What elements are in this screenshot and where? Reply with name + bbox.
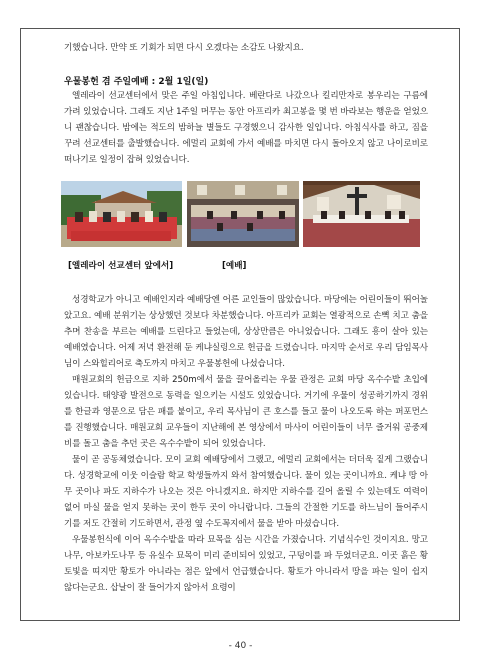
photo-worship-congregation <box>187 181 299 247</box>
photo-church-interior <box>303 181 420 247</box>
intro-line: 기했습니다. 만약 또 기회가 되면 다시 오겠다는 소감도 나왔지요. <box>64 43 304 53</box>
photo-group-mission-center <box>61 181 182 247</box>
section-heading: 우물봉헌 겸 주일예배 : 2월 1일(일) <box>64 77 209 87</box>
body-paragraph: 우물봉헌식에 이어 옥수수밭을 따라 묘목을 심는 시간을 가졌습니다. 기념식수인 것이지요. 망고나무, 아보카도나무 등 유실수 묘목이 미리 준비되어 있었고, 구덩이를 파 두었더군요. 이곳 흙은 황토빛을 띠지만 황토가 아니라는 점은 앞에서 언급했습니다. 황토가 아니라서 땅을 파는 일이 쉽지 않다는군요. 삽날이 잘 들어가지 않아서 요령이 <box>64 535 428 593</box>
body-text <box>64 292 428 596</box>
section-text <box>64 88 428 168</box>
intro-text <box>64 40 428 56</box>
section-paragraph: 엘레라이 선교센터에서 맞은 주일 아침입니다. 베란다로 나갔으나 킬리만자로 봉우리는 구름에 가려 있었습니다. 그래도 지난 1주일 머무는 동안 아프리카 최고봉을 몇 번 바라보는 행운을 얻었으니 괜찮습니다. 밤에는 적도의 밤하늘 별들도 구경했으니 감사한 일입니다. 아침식사를 하고, 짐을 꾸려 선교센터를 출발했습니다. 에멀리 교회에 가서 예배를 마치면 다시 돌아오지 않고 나이로비로 떠나기로 일정이 잡혀 있었습니다. <box>64 91 428 165</box>
body-paragraph: 매원교회의 헌금으로 지하 250m에서 물을 끌어올리는 우물 관정은 교회 마당 옥수수밭 초입에 있습니다. 태양광 발전으로 동력을 일으키는 시설도 있었습니다. 거기에 우물이 성공하기까지 경위를 한글과 영문으로 담은 패를 붙이고, 우리 목사님이 큰 호스를 들고 물이 나오도록 하는 퍼포먼스를 진행했습니다. 매원교회 교우들이 지난해에 본 영상에서 마사이 어린이들이 너무 즐거워 공중제비를 돌고 춤을 추던 곳은 옥수수밭이 되어 있었습니다. <box>64 375 428 449</box>
body-paragraph: 물이 곧 공동체였습니다. 모이 교회 예배당에서 그랬고, 에멀리 교회에서는 더더욱 짙게 그랬습니다. 성경학교에 이웃 이슬람 학교 학생들까지 와서 참여했습니다. 물이 있는 곳이니까요. 케냐 땅 아무 곳이나 파도 지하수가 나오는 것은 아니겠지요. 하지만 지하수를 길어 올릴 수 있는데도 여력이 없어 마실 물을 얻지 못하는 곳이 한두 곳이 아니랍니다. 그들의 간절한 기도를 하느님이 들어주시기를 저도 간절히 기도하면서, 관정 옆 수도꼭지에서 물을 받아 마셨습니다. <box>64 455 428 529</box>
caption-left: [엘레라이 선교센터 앞에서] <box>68 261 174 271</box>
body-paragraph: 성경학교가 아니고 예배인지라 예배당엔 어른 교인들이 많았습니다. 마당에는 어린이들이 뛰어놀았고요. 예배 분위기는 상상했던 것보다 차분했습니다. 아프리카 교회는 열광적으로 손뼉 치고 춤을 추며 찬송을 부르는 예배를 드린다고 들었는데, 상상만큼은 아니었습니다. 그래도 흥이 살아 있는 예배였습니다. 어제 저녁 환전해 둔 케냐실링으로 헌금을 드렸습니다. 마지막 순서로 우리 담임목사님이 스와힐리어로 축도까지 마치고 우물봉헌에 나섰습니다. <box>64 295 428 369</box>
caption-right: [예배] <box>222 261 247 271</box>
page-number: - 40 - <box>228 641 253 651</box>
